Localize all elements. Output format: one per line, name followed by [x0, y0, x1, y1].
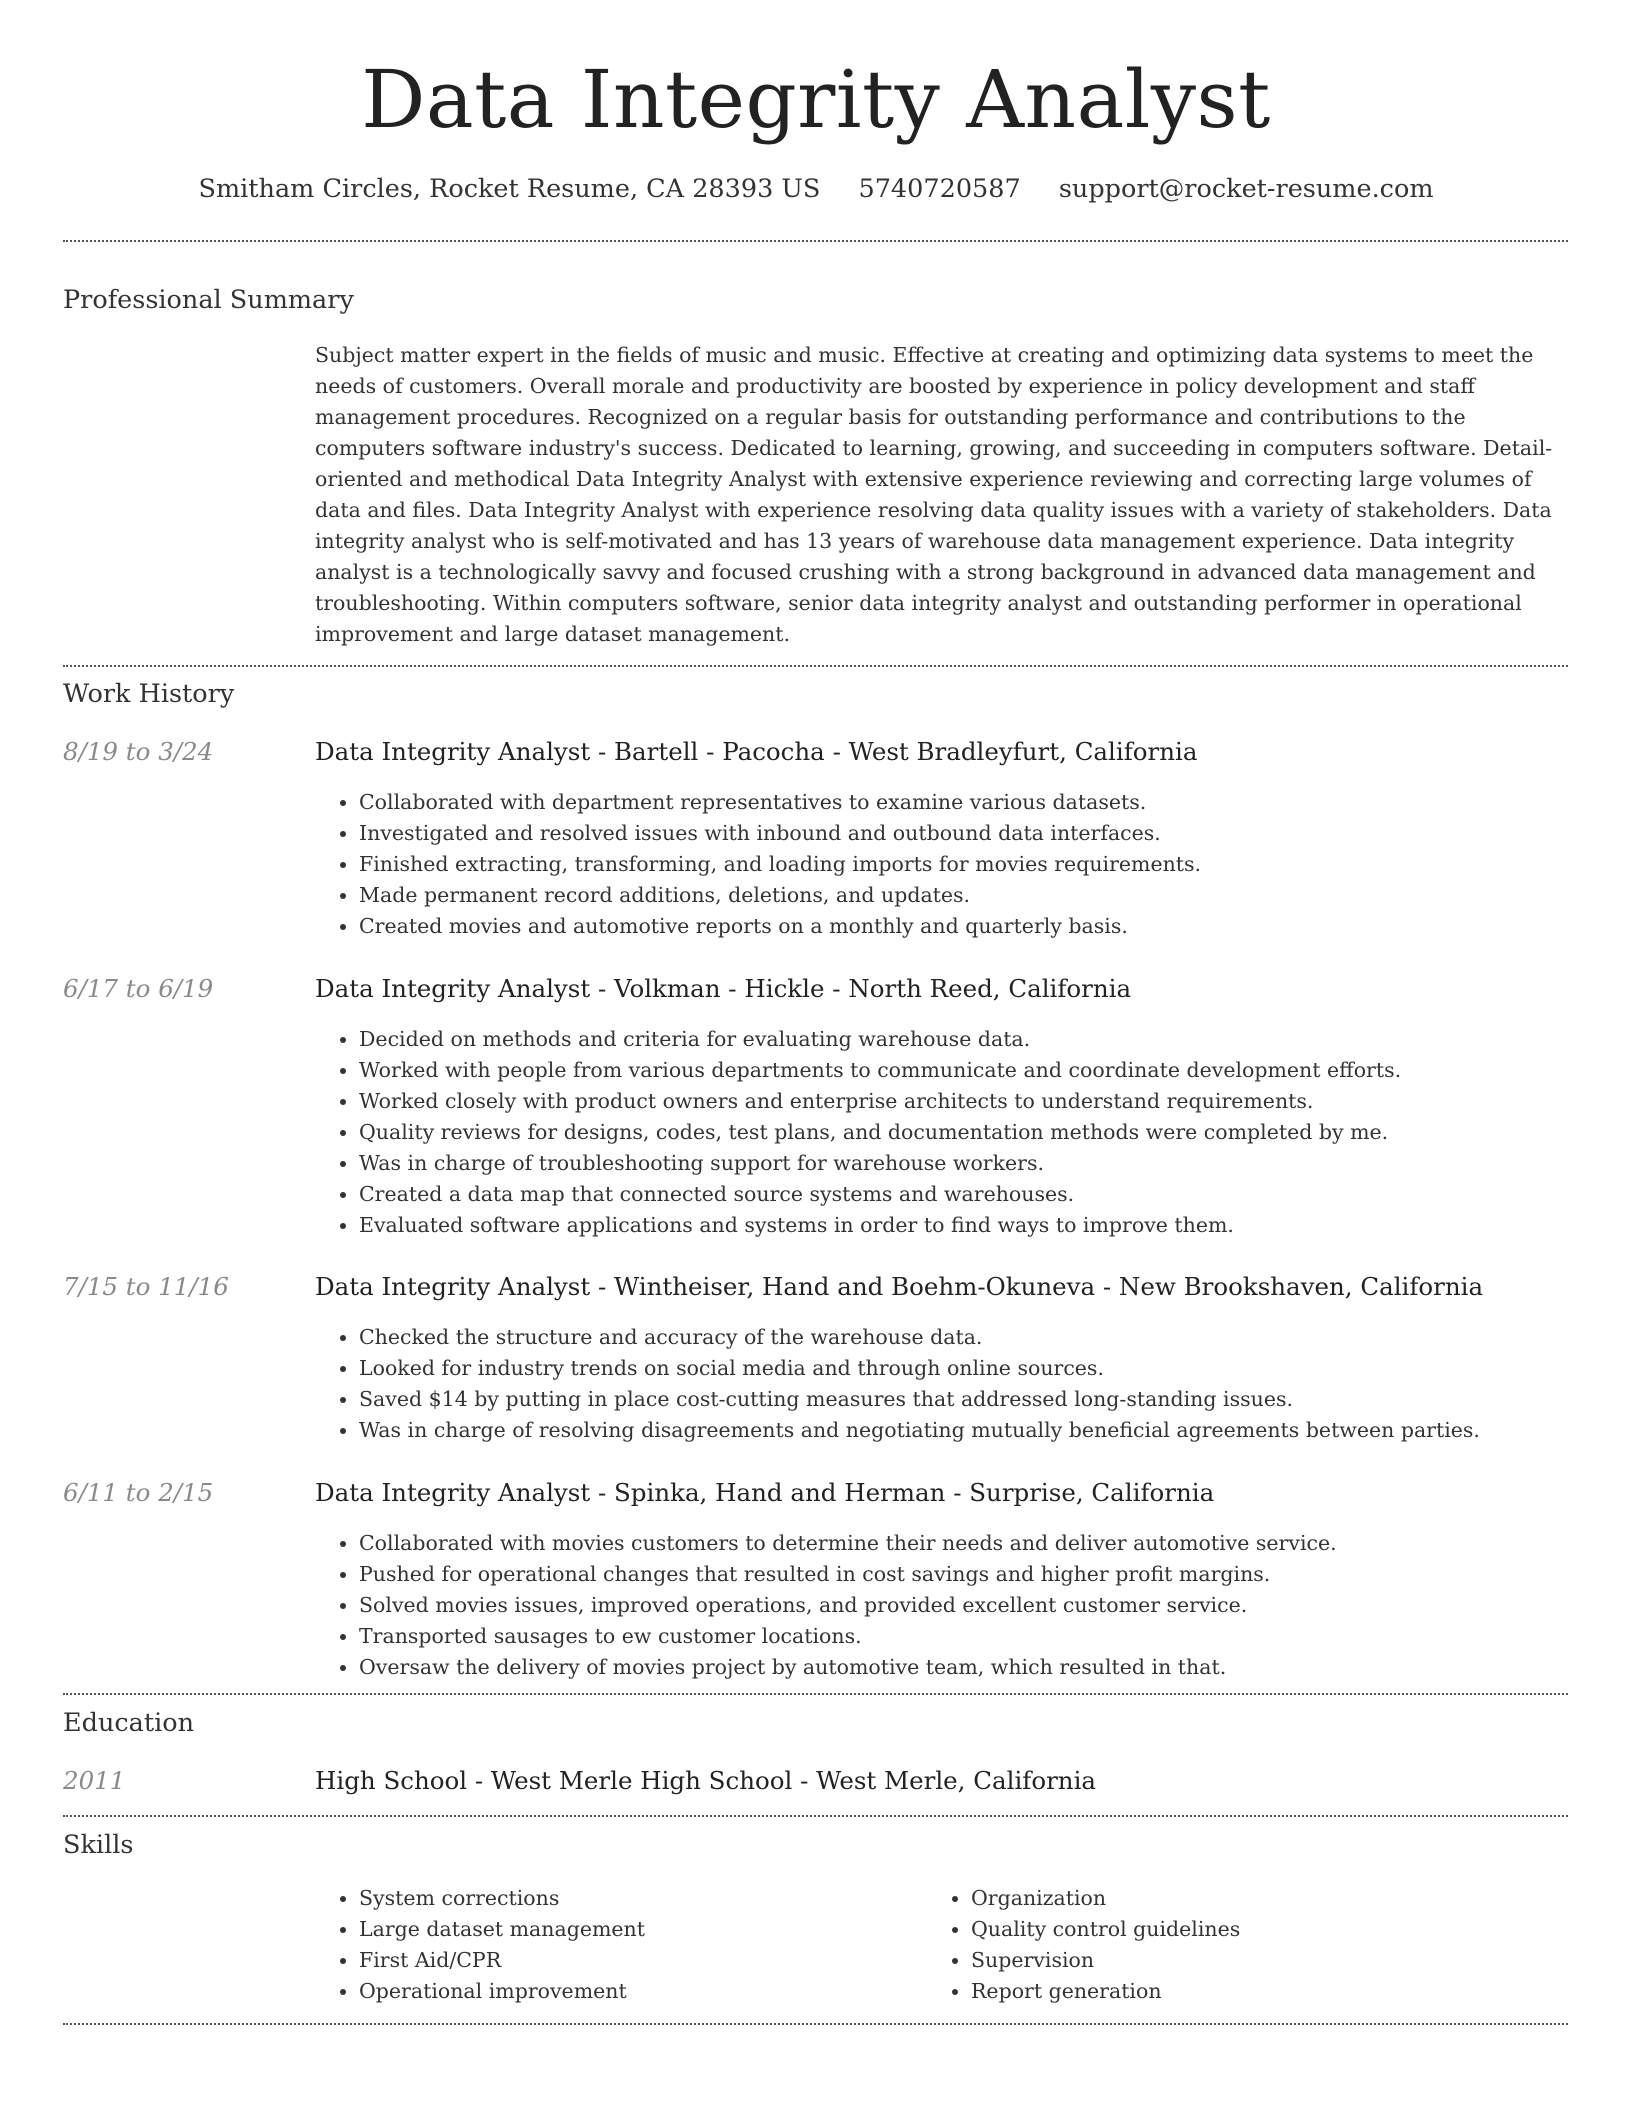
- job-bullets: [315, 787, 1599, 942]
- list-item: • Transported sausages to ew customer locations.: [359, 1621, 1599, 1652]
- list-item: • Quality control guidelines: [971, 1914, 1531, 1945]
- list-item: • Created a data map that connected source systems and warehouses.: [359, 1179, 1599, 1210]
- list-item: • Worked with people from various departments to communicate and coordinate development efforts.: [359, 1055, 1599, 1086]
- divider: [63, 1693, 1568, 1695]
- section-title-skills: Skills: [63, 1830, 134, 1860]
- job-dates: 6/11 to 2/15: [63, 1478, 214, 1507]
- education-year: 2011: [63, 1766, 126, 1795]
- education-heading: High School - West Merle High School - West Merle, California: [315, 1766, 1097, 1795]
- section-title-education: Education: [63, 1708, 195, 1738]
- contact-line: [0, 172, 1632, 206]
- resume-name: Data Integrity Analyst: [361, 53, 1271, 146]
- job-bullets: [315, 1024, 1599, 1241]
- list-item: • Large dataset management: [359, 1914, 919, 1945]
- list-item: • Evaluated software applications and systems in order to find ways to improve them.: [359, 1210, 1599, 1241]
- contact-phone: 5740720587: [858, 174, 1021, 204]
- list-item: • First Aid/CPR: [359, 1945, 919, 1976]
- contact-email: support@rocket-resume.com: [1058, 174, 1434, 204]
- list-item: • Looked for industry trends on social media and through online sources.: [359, 1353, 1599, 1384]
- list-item: • Oversaw the delivery of movies project by automotive team, which resulted in that.: [359, 1652, 1599, 1683]
- list-item: • Organization: [971, 1883, 1531, 1914]
- list-item: • Made permanent record additions, deletions, and updates.: [359, 880, 1599, 911]
- divider: [63, 2023, 1568, 2025]
- list-item: • Pushed for operational changes that resulted in cost savings and higher profit margins.: [359, 1559, 1599, 1590]
- list-item: • Collaborated with department representatives to examine various datasets.: [359, 787, 1599, 818]
- list-item: • Saved $14 by putting in place cost-cutting measures that addressed long-standing issues.: [359, 1384, 1599, 1415]
- job-bullets: [315, 1528, 1599, 1683]
- list-item: • Quality reviews for designs, codes, test plans, and documentation methods were completed by me.: [359, 1117, 1599, 1148]
- job-heading: Data Integrity Analyst - Bartell - Pacocha - West Bradleyfurt, California: [315, 737, 1198, 766]
- job-dates: 6/17 to 6/19: [63, 974, 214, 1003]
- list-item: • Was in charge of troubleshooting support for warehouse workers.: [359, 1148, 1599, 1179]
- summary-text: Subject matter expert in the fields of music and music. Effective at creating and optimizing data systems to meet the needs of customers. Overall morale and productivity are boosted by experience in policy development and staff management procedures. Recognized on a regular basis for outstanding performance and contributions to the computers software industry's success. Dedicated to learning, growing, and succeeding in computers software. Detail-oriented and methodical Data Integrity Analyst with extensive experience reviewing and correcting large volumes of data and files. Data Integrity Analyst with experience resolving data quality issues with a variety of stakeholders. Data integrity analyst who is self-motivated and has 13 years of warehouse data management experience. Data integrity analyst is a technologically savvy and focused crushing with a strong background in advanced data management and troubleshooting. Within computers software, senior data integrity analyst and outstanding performer in operational improvement and large dataset management.: [315, 343, 1553, 646]
- list-item: • Operational improvement: [359, 1976, 919, 2007]
- job-heading: Data Integrity Analyst - Volkman - Hickle - North Reed, California: [315, 974, 1132, 1003]
- section-title-work-history: Work History: [63, 679, 235, 709]
- list-item: • Created movies and automotive reports on a monthly and quarterly basis.: [359, 911, 1599, 942]
- list-item: • Checked the structure and accuracy of the warehouse data.: [359, 1322, 1599, 1353]
- skills-list-right: [927, 1883, 1531, 2007]
- list-item: • System corrections: [359, 1883, 919, 1914]
- list-item: • Report generation: [971, 1976, 1531, 2007]
- skills-list-left: [315, 1883, 919, 2007]
- list-item: • Decided on methods and criteria for evaluating warehouse data.: [359, 1024, 1599, 1055]
- divider: [63, 1815, 1568, 1817]
- job-heading: Data Integrity Analyst - Spinka, Hand and Herman - Surprise, California: [315, 1478, 1215, 1507]
- job-bullets: [315, 1322, 1599, 1446]
- list-item: • Finished extracting, transforming, and loading imports for movies requirements.: [359, 849, 1599, 880]
- contact-address: Smitham Circles, Rocket Resume, CA 28393 US: [198, 174, 821, 204]
- job-dates: 8/19 to 3/24: [63, 737, 214, 766]
- list-item: • Investigated and resolved issues with inbound and outbound data interfaces.: [359, 818, 1599, 849]
- list-item: • Was in charge of resolving disagreements and negotiating mutually beneficial agreements between parties.: [359, 1415, 1599, 1446]
- list-item: • Supervision: [971, 1945, 1531, 1976]
- list-item: • Worked closely with product owners and enterprise architects to understand requirements.: [359, 1086, 1599, 1117]
- job-dates: 7/15 to 11/16: [63, 1272, 229, 1301]
- list-item: • Solved movies issues, improved operations, and provided excellent customer service.: [359, 1590, 1599, 1621]
- section-title-summary: Professional Summary: [63, 285, 354, 315]
- job-heading: Data Integrity Analyst - Wintheiser, Hand and Boehm-Okuneva - New Brookshaven, California: [315, 1272, 1484, 1301]
- divider: [63, 665, 1568, 667]
- divider: [63, 240, 1568, 242]
- list-item: • Collaborated with movies customers to determine their needs and deliver automotive service.: [359, 1528, 1599, 1559]
